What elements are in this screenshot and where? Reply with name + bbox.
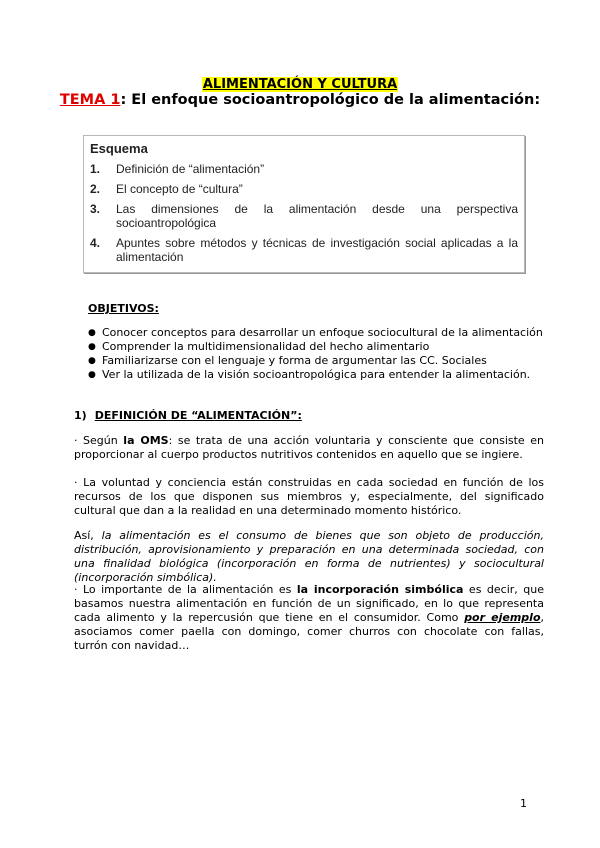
paragraph-text: · Según xyxy=(74,434,124,447)
outline-item-text: Las dimensiones de la alimentación desde una perspectiva socioantropológica xyxy=(116,202,518,230)
outline-item-number: 1. xyxy=(90,162,101,176)
outline-item-text: Apuntes sobre métodos y técnicas de investigación social aplicadas a la alimentación xyxy=(116,236,518,264)
bullet-icon: ● xyxy=(88,328,96,338)
topic-title xyxy=(0,92,600,108)
paragraph-bold: la OMS xyxy=(123,434,169,447)
paragraph-text: Así, xyxy=(74,529,102,542)
outline-item xyxy=(90,162,518,176)
objective-text: Ver la utilizada de la visión socioantropológica para entender la alimentación. xyxy=(102,368,531,381)
paragraph-symbolic xyxy=(74,583,544,653)
paragraph-text: , asociamos comer paella con domingo, comer churros con chocolate con fallas, turrón con navidad… xyxy=(74,611,545,652)
document-title xyxy=(0,73,600,92)
paragraph-text: : se trata de una acción voluntaria y consciente que consiste en proporcionar al cuerpo productos nutritivos contenidos en aquello que se ingiere. xyxy=(74,434,544,461)
topic-label: TEMA 1 xyxy=(59,92,121,108)
objective-text: Familiarizarse con el lenguaje y forma de argumentar las CC. Sociales xyxy=(102,354,487,367)
objective-item xyxy=(88,326,543,340)
paragraph-will-conscience: · La voluntad y conciencia están construidas en cada sociedad en función de los recursos de los que disponen sus miembros y, especialmente, del significado cultural que dan a la realidad en una determinado momento histórico. xyxy=(74,476,544,517)
outline-item xyxy=(90,202,518,230)
page-number: 1 xyxy=(520,797,527,810)
paragraph-oms-definition xyxy=(74,434,544,462)
outline-item-number: 3. xyxy=(90,202,101,216)
outline-item xyxy=(90,182,518,196)
paragraph-definition xyxy=(74,529,544,585)
objective-text: Conocer conceptos para desarrollar un enfoque sociocultural de la alimentación xyxy=(102,326,543,339)
objective-text: Comprender la multidimensionalidad del hecho alimentario xyxy=(102,340,430,353)
outline-list xyxy=(90,162,518,264)
section-heading-text: DEFINICIÓN DE “ALIMENTACIÓN”: xyxy=(94,409,302,422)
section-heading xyxy=(74,409,302,422)
outline-item-number: 4. xyxy=(90,236,101,250)
paragraph-bold: la incorporación simbólica xyxy=(296,583,464,596)
bullet-icon: ● xyxy=(88,342,96,352)
paragraph-example: por ejemplo xyxy=(464,611,541,624)
section-number: 1) xyxy=(74,409,87,422)
document-title-text: ALIMENTACIÓN Y CULTURA xyxy=(202,77,398,92)
objective-item xyxy=(88,340,543,354)
bullet-icon: ● xyxy=(88,370,96,380)
objectives-heading: OBJETIVOS: xyxy=(88,302,159,315)
outline-item-text: El concepto de “cultura” xyxy=(116,182,243,196)
outline-item-number: 2. xyxy=(90,182,101,196)
bullet-icon: ● xyxy=(88,356,96,366)
paragraph-text: · Lo importante de la alimentación es xyxy=(74,583,297,596)
paragraph-text: es decir, que basamos nuestra alimentación en función de un significado, en lo que representa cada alimento y la repercusión que tiene en el consumidor. Como xyxy=(74,583,544,624)
objective-item xyxy=(88,368,543,382)
paragraph-italic: la alimentación es el consumo de bienes que son objeto de producción, distribución, aprovisionamiento y preparación en una determinada sociedad, con una finalidad biológica (incorporación en forma de nutrientes) y sociocultural (incorporación simbólica). xyxy=(74,529,544,584)
objective-item xyxy=(88,354,543,368)
objectives-list xyxy=(88,326,543,382)
outline-item xyxy=(90,236,518,264)
topic-title-text: : El enfoque socioantropológico de la alimentación: xyxy=(120,92,541,108)
outline-title: Esquema xyxy=(90,141,148,156)
outline-item-text: Definición de “alimentación” xyxy=(116,162,265,176)
outline-box xyxy=(83,135,525,273)
